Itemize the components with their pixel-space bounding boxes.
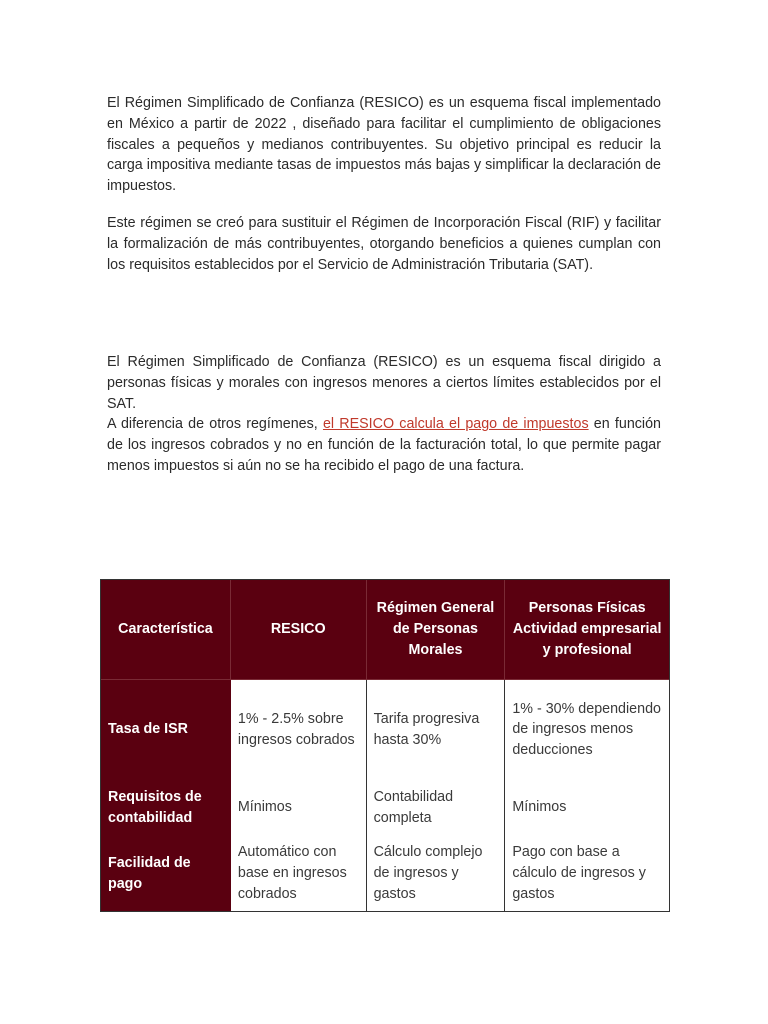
table-header: Régimen General de Personas Morales bbox=[366, 580, 505, 680]
table-row bbox=[101, 680, 670, 780]
table-row bbox=[101, 780, 670, 836]
row-label: Facilidad de pago bbox=[101, 836, 231, 912]
table-cell: Mínimos bbox=[505, 780, 670, 836]
resico-paragraph-line2-after: en función de los ingresos cobrados y no en función de la facturación total, lo que permite pagar menos impuestos si aún no se ha recibido el pago de una factura. bbox=[107, 416, 661, 474]
intro-paragraph: El Régimen Simplificado de Confianza (RESICO) es un esquema fiscal implementado en México a partir de 2022 , diseñado para facilitar el cumplimiento de obligaciones fiscales a pequeños y medianos contribuyentes. Su objetivo principal es reducir la carga impositiva mediante tasas de impuestos más bajas y simplificar la declaración de impuestos. bbox=[107, 95, 661, 195]
resico-paragraph bbox=[107, 352, 661, 477]
table-cell: Automático con base en ingresos cobrados bbox=[230, 836, 366, 912]
table-header: Personas Físicas Actividad empresarial y profesional bbox=[505, 580, 670, 680]
table-cell: Tarifa progresiva hasta 30% bbox=[366, 680, 505, 780]
table-cell: 1% - 30% dependiendo de ingresos menos deducciones bbox=[505, 680, 670, 780]
resico-paragraph-line2-before: A diferencia de otros regímenes, bbox=[107, 416, 323, 433]
table-header: Característica bbox=[101, 580, 231, 680]
table-cell: Contabilidad completa bbox=[366, 780, 505, 836]
comparison-table bbox=[100, 579, 670, 912]
table-cell: 1% - 2.5% sobre ingresos cobrados bbox=[230, 680, 366, 780]
resico-calculation-link[interactable]: el RESICO calcula el pago de impuestos bbox=[322, 416, 589, 433]
resico-paragraph-line1: El Régimen Simplificado de Confianza (RESICO) es un esquema fiscal dirigido a personas físicas y morales con ingresos menores a ciertos límites establecidos por el SAT. bbox=[107, 354, 661, 412]
table-cell: Pago con base a cálculo de ingresos y gastos bbox=[505, 836, 670, 912]
table-header-row bbox=[101, 580, 670, 680]
rif-paragraph: Este régimen se creó para sustituir el Régimen de Incorporación Fiscal (RIF) y facilitar la formalización de más contribuyentes, otorgando beneficios a quienes cumplan con los requisitos establecidos por el Servicio de Administración Tributaria (SAT). bbox=[107, 215, 661, 273]
row-label: Requisitos de contabilidad bbox=[101, 780, 231, 836]
table-cell: Mínimos bbox=[230, 780, 366, 836]
row-label: Tasa de ISR bbox=[101, 680, 231, 780]
table-cell: Cálculo complejo de ingresos y gastos bbox=[366, 836, 505, 912]
table-row bbox=[101, 836, 670, 912]
table-header: RESICO bbox=[230, 580, 366, 680]
